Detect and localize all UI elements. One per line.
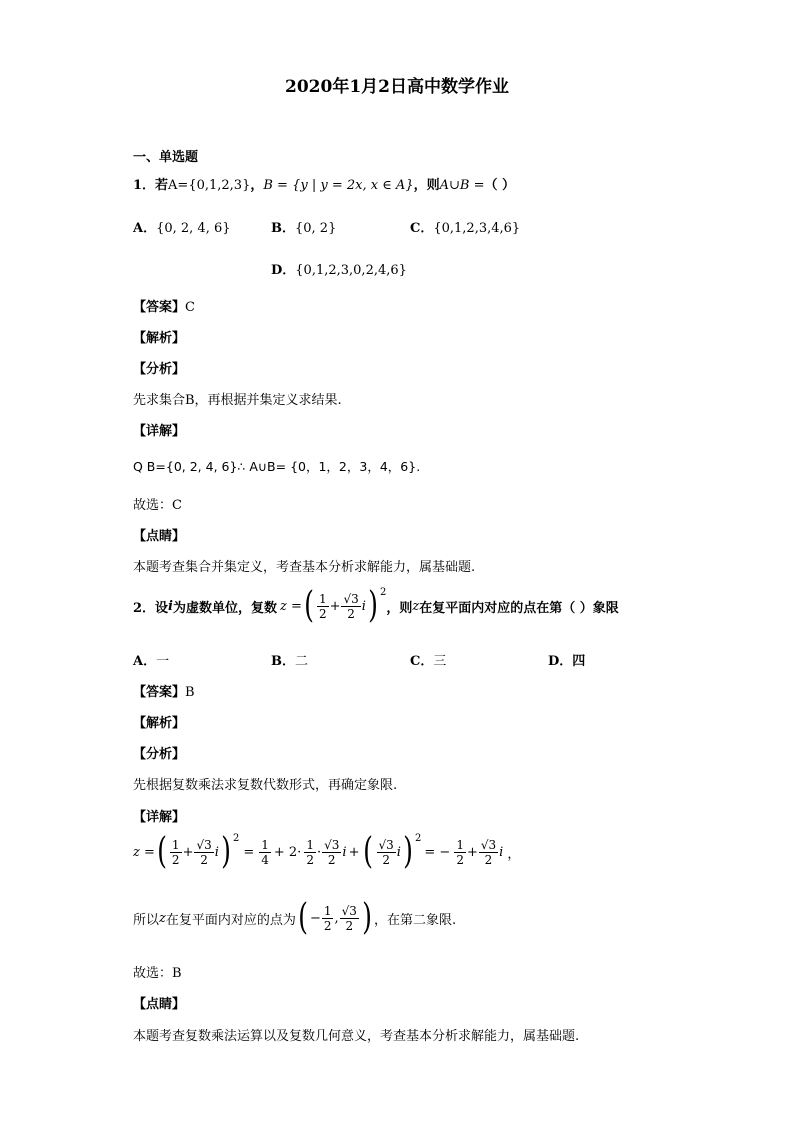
answer-value: C (185, 300, 195, 315)
q2-xiangjie-label: 【详解】 (133, 810, 186, 825)
answer-label: 【答案】 (133, 300, 186, 315)
option-value: {0,1,2,3,4,6} (433, 221, 521, 236)
denominator: 2 (484, 852, 493, 867)
q1-option-c (410, 217, 520, 236)
imag-unit: i (396, 844, 401, 860)
fraction (170, 838, 182, 867)
numerator: 1 (323, 903, 332, 918)
equals: = (243, 844, 255, 860)
q1-fenxi-text: 先求集合B，再根据并集定义求结果. (133, 393, 342, 408)
q2-option-b (271, 650, 308, 669)
comma: , (334, 910, 339, 926)
q1-choice: 故选：C (133, 498, 182, 513)
fraction (340, 904, 359, 933)
q2-dianjing-label: 【点睛】 (133, 997, 186, 1012)
imag-unit: i (214, 844, 219, 860)
denominator: 2 (456, 852, 464, 867)
comma: ， (507, 846, 521, 862)
right-paren: ) (221, 831, 231, 872)
fraction (194, 838, 213, 867)
denominator: 2 (382, 852, 390, 867)
q1-dianjing-label: 【点睛】 (133, 529, 186, 544)
page-title: 2020年1月2日高中数学作业 (285, 77, 509, 97)
point-pre: 所以 (133, 912, 160, 928)
point-z: z (159, 910, 166, 926)
point-mid: 在复平面内对应的点为 (165, 912, 296, 928)
option-label: C． (410, 221, 434, 236)
denominator: 2 (171, 852, 180, 867)
left-paren: ( (297, 897, 308, 938)
q2-dianjing-text: 本题考查复数乘法运算以及复数几何意义，考查基本分析求解能力，属基础题. (133, 1029, 580, 1044)
option-value: {0, 2, 4, 6} (156, 221, 231, 236)
imag-unit: i (342, 844, 347, 860)
plus: + (329, 598, 341, 614)
right-paren: ) (403, 831, 413, 872)
q1-set-b: B = {y | y = 2x, x ∈ A} (263, 178, 414, 193)
question-2-stem (133, 585, 619, 626)
answer-value: B (185, 685, 195, 700)
right-paren: ) (362, 897, 372, 938)
q2-i: i (168, 598, 173, 614)
option-label: C． (410, 654, 434, 669)
q2-choice: 故选：B (133, 966, 182, 981)
denominator: 4 (261, 852, 269, 867)
q1-option-b (271, 217, 336, 236)
fraction (304, 838, 316, 867)
q2-jiexi-label: 【解析】 (133, 716, 186, 731)
denominator: 2 (345, 918, 354, 933)
q2-fenxi-label: 【分析】 (133, 747, 186, 762)
q2-fenxi-text: 先根据复数乘法求复数代数形式，再确定象限. (133, 778, 398, 793)
fraction (377, 838, 396, 867)
denominator: 2 (347, 606, 355, 621)
plus: + (182, 844, 194, 860)
fraction (454, 838, 466, 867)
q2-answer (133, 681, 195, 700)
numerator: 1 (456, 837, 464, 852)
q1-number: 1．若 (133, 178, 169, 193)
plus: + (466, 844, 478, 860)
plus: + (348, 844, 360, 860)
exponent: 2 (232, 832, 240, 844)
q2-number: 2．设 (133, 600, 169, 616)
q1-fenxi-label: 【分析】 (133, 362, 186, 377)
denominator: 2 (323, 918, 332, 933)
q2-option-a (133, 650, 169, 669)
numerator: √3 (196, 837, 212, 852)
denominator: 2 (318, 606, 327, 621)
point-post: ，在第二象限. (373, 912, 457, 928)
numerator: √3 (324, 837, 340, 852)
numerator: √3 (378, 837, 394, 852)
section-heading: 一、单选题 (133, 150, 199, 165)
q2-equation (133, 831, 521, 872)
numerator: 1 (306, 837, 314, 852)
eq-z: z = (133, 844, 155, 860)
q2-option-c (410, 650, 446, 669)
q2-option-d (548, 650, 585, 669)
denominator: 2 (327, 852, 336, 867)
option-label: B． (271, 221, 295, 236)
q1-option-a (133, 217, 231, 236)
q1-tail: ，则 (413, 178, 440, 193)
q2-mid: 为虚数单位，复数 (173, 600, 278, 616)
dot: · (316, 844, 322, 860)
option-value: 一 (156, 654, 170, 669)
option-label: B． (271, 654, 295, 669)
equals-minus: = − (424, 844, 451, 860)
fraction (341, 592, 360, 621)
numerator: √3 (343, 591, 359, 606)
denominator: 2 (306, 852, 314, 867)
exponent: 2 (415, 832, 422, 844)
left-paren: ( (363, 831, 374, 872)
left-paren: ( (156, 831, 167, 872)
fraction (322, 838, 341, 867)
answer-label: 【答案】 (133, 685, 186, 700)
q2-imag-unit: i (361, 598, 366, 614)
denominator: 2 (200, 852, 208, 867)
q1-answer (133, 296, 195, 315)
option-value: 二 (295, 654, 309, 669)
q2-z2: z (412, 598, 420, 614)
q1-comma: ， (250, 178, 264, 193)
numerator: 1 (318, 591, 327, 606)
q1-dianjing-text: 本题考查集合并集定义，考查基本分析求解能力，属基础题. (133, 560, 476, 575)
q1-jiexi-label: 【解析】 (133, 331, 186, 346)
option-label: D． (271, 263, 296, 278)
option-value: 四 (572, 654, 586, 669)
option-label: A． (133, 221, 157, 236)
numerator: 1 (261, 837, 269, 852)
q2-point-line (133, 897, 457, 938)
q1-set-a: A={0,1,2,3} (168, 178, 251, 193)
q1-xiangjie-label: 【详解】 (133, 424, 186, 439)
minus: − (309, 910, 321, 926)
exponent: 2 (379, 586, 387, 598)
option-value: 三 (433, 654, 447, 669)
q1-detail: Q B={0, 2, 4, 6}∴ A∪B= {0，1，2，3，4，6}. (133, 459, 421, 474)
plus-two: + 2· (273, 844, 302, 860)
imag-unit: i (499, 844, 504, 860)
option-value: {0,1,2,3,0,2,4,6} (295, 263, 407, 278)
numerator: 1 (171, 837, 180, 852)
q2-z: z = (280, 598, 302, 614)
right-paren: ) (368, 585, 378, 626)
option-label: A． (133, 654, 157, 669)
option-value: {0, 2} (295, 221, 337, 236)
q1-option-d (271, 259, 407, 278)
question-1-stem (133, 174, 515, 193)
q2-post1: ，则 (386, 600, 413, 616)
fraction (317, 592, 329, 621)
fraction (259, 838, 271, 867)
q1-expression: A∪B = (439, 178, 485, 193)
fraction (479, 838, 498, 867)
fraction (322, 904, 334, 933)
option-label: D． (548, 654, 573, 669)
numerator: √3 (480, 837, 497, 852)
numerator: √3 (341, 903, 357, 918)
left-paren: ( (303, 585, 314, 626)
q2-post2: 在复平面内对应的点在第（ ）象限 (419, 600, 619, 616)
q1-paren: （ ） (484, 178, 515, 193)
